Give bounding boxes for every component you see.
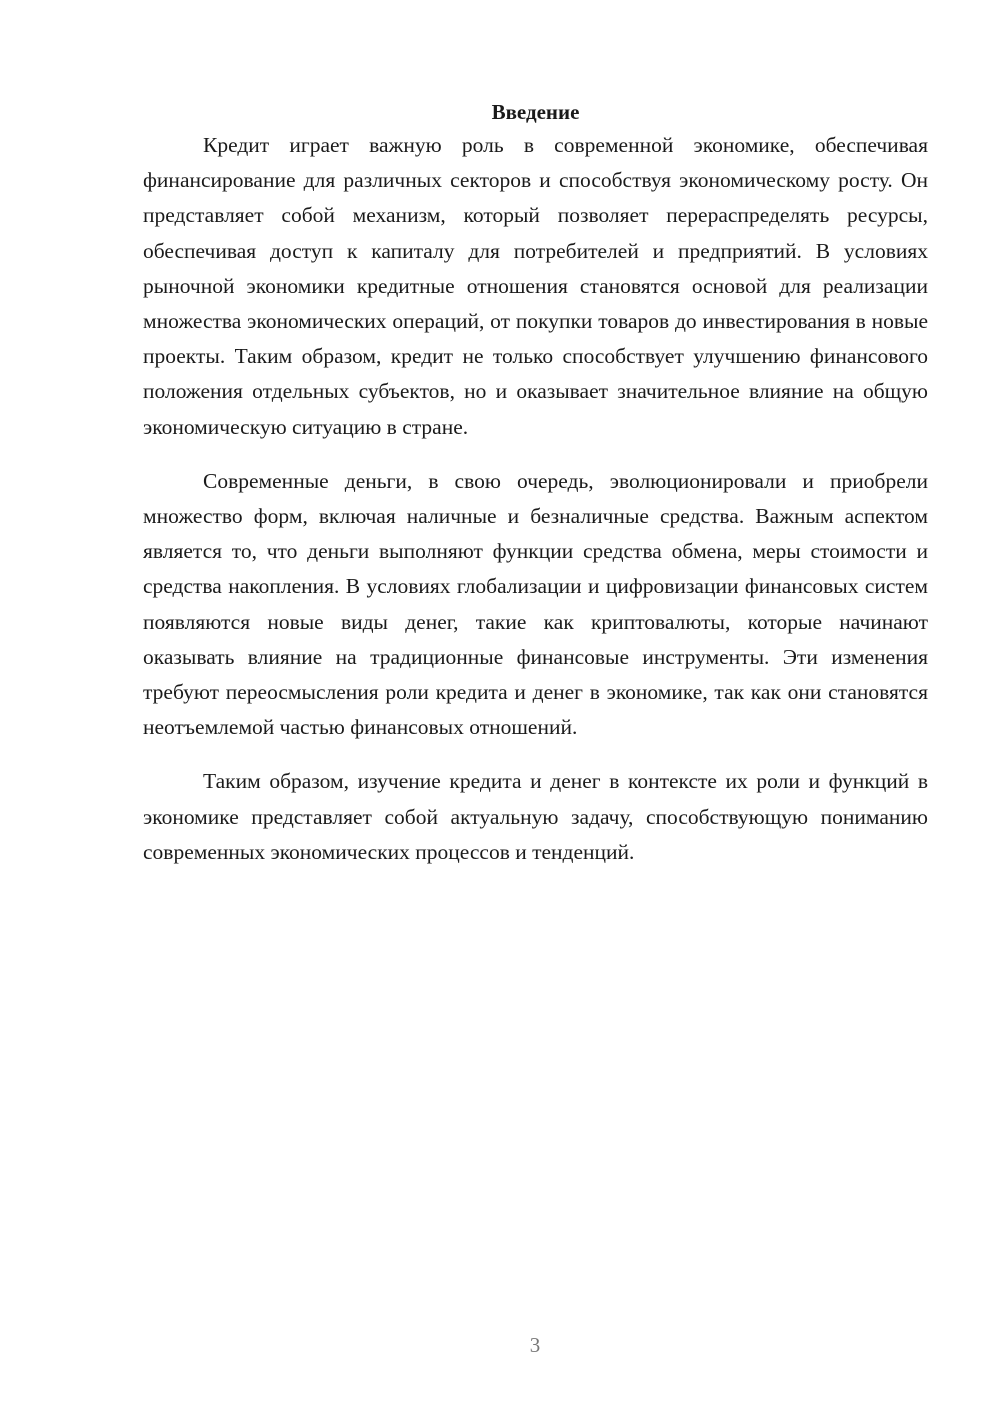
paragraph-3: Таким образом, изучение кредита и денег в контексте их роли и функций в экономике представляет собой актуальную задачу, способствующую пониманию современных экономических процессов и тенденций. <box>143 769 928 864</box>
paragraph-2: Современные деньги, в свою очередь, эволюционировали и приобрели множество форм, включая наличные и безналичные средства. Важным аспектом является то, что деньги выполняют функции средства обмена, меры стоимости и средства накопления. В условиях глобализации и цифровизации финансовых систем появляются новые виды денег, такие как криптовалюты, которые начинают оказывать влияние на традиционные финансовые инструменты. Эти изменения требуют переосмысления роли кредита и денег в экономике, так как они становятся неотъемлемой частью финансовых отношений. <box>143 468 928 740</box>
page-number: 3 <box>529 1333 541 1357</box>
section-title: Введение <box>491 100 580 124</box>
paragraph-1: Кредит играет важную роль в современной экономике, обеспечивая финансирование для различных секторов и способствуя экономическому росту. Он представляет собой механизм, который позволяет перераспределять ресурсы, обеспечивая доступ к капиталу для потребителей и предприятий. В условиях рыночной экономики кредитные отношения становятся основой для реализации множества экономических операций, от покупки товаров до инвестирования в новые проекты. Таким образом, кредит не только способствует улучшению финансового положения отдельных субъектов, но и оказывает значительное влияние на общую экономическую ситуацию в стране. <box>143 133 928 439</box>
document-body <box>143 96 928 870</box>
